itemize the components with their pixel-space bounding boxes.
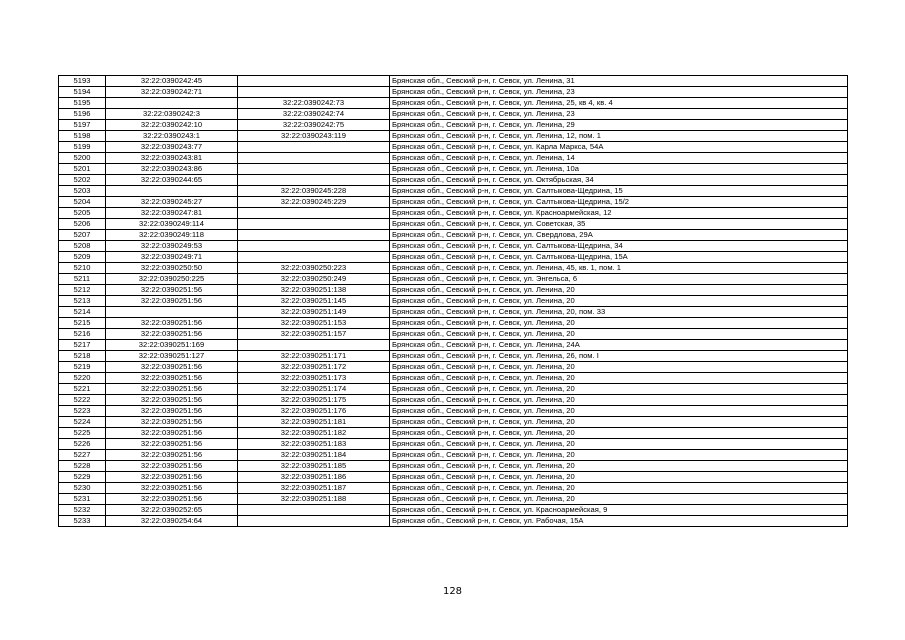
address-cell: Брянская обл., Севский р-н, г. Севск, ул. Ленина, 10а <box>390 164 848 175</box>
table-row <box>59 120 848 131</box>
table-row <box>59 417 848 428</box>
row-number-cell: 5223 <box>59 406 106 417</box>
cadastral-number-cell: 32:22:0390251:169 <box>106 340 238 351</box>
table-row <box>59 175 848 186</box>
cadastral-number-cell: 32:22:0390251:56 <box>106 472 238 483</box>
related-cadastral-number-cell <box>238 219 390 230</box>
row-number-cell: 5207 <box>59 230 106 241</box>
cadastral-number-cell: 32:22:0390251:56 <box>106 362 238 373</box>
row-number-cell: 5210 <box>59 263 106 274</box>
table-row <box>59 219 848 230</box>
cadastral-number-cell: 32:22:0390251:56 <box>106 461 238 472</box>
address-cell: Брянская обл., Севский р-н, г. Севск, ул. Салтыкова-Щедрина, 15А <box>390 252 848 263</box>
cadastral-number-cell: 32:22:0390251:56 <box>106 450 238 461</box>
row-number-cell: 5231 <box>59 494 106 505</box>
cadastral-number-cell: 32:22:0390242:45 <box>106 76 238 87</box>
cadastral-number-cell: 32:22:0390251:56 <box>106 417 238 428</box>
related-cadastral-number-cell <box>238 175 390 186</box>
row-number-cell: 5202 <box>59 175 106 186</box>
address-cell: Брянская обл., Севский р-н, г. Севск, ул. Ленина, 29 <box>390 120 848 131</box>
cadastral-number-cell: 32:22:0390251:56 <box>106 296 238 307</box>
cadastral-number-cell: 32:22:0390254:64 <box>106 516 238 527</box>
address-cell: Брянская обл., Севский р-н, г. Севск, ул. Ленина, 20 <box>390 373 848 384</box>
table-row <box>59 186 848 197</box>
table-row <box>59 318 848 329</box>
row-number-cell: 5206 <box>59 219 106 230</box>
table-row <box>59 505 848 516</box>
address-cell: Брянская обл., Севский р-н, г. Севск, ул. Советская, 35 <box>390 219 848 230</box>
table-row <box>59 230 848 241</box>
related-cadastral-number-cell <box>238 516 390 527</box>
cadastral-number-cell: 32:22:0390249:114 <box>106 219 238 230</box>
table-row <box>59 483 848 494</box>
table-row <box>59 450 848 461</box>
related-cadastral-number-cell: 32:22:0390251:184 <box>238 450 390 461</box>
address-cell: Брянская обл., Севский р-н, г. Севск, ул. Октябрьская, 34 <box>390 175 848 186</box>
cadastral-number-cell: 32:22:0390251:56 <box>106 285 238 296</box>
address-cell: Брянская обл., Севский р-н, г. Севск, ул. Салтыкова-Щедрина, 15/2 <box>390 197 848 208</box>
related-cadastral-number-cell: 32:22:0390250:223 <box>238 263 390 274</box>
address-cell: Брянская обл., Севский р-н, г. Севск, ул. Ленина, 45, кв. 1, пом. 1 <box>390 263 848 274</box>
row-number-cell: 5224 <box>59 417 106 428</box>
address-cell: Брянская обл., Севский р-н, г. Севск, ул. Салтыкова-Щедрина, 34 <box>390 241 848 252</box>
related-cadastral-number-cell: 32:22:0390251:157 <box>238 329 390 340</box>
address-cell: Брянская обл., Севский р-н, г. Севск, ул. Карла Маркса, 54А <box>390 142 848 153</box>
row-number-cell: 5217 <box>59 340 106 351</box>
related-cadastral-number-cell <box>238 252 390 263</box>
address-cell: Брянская обл., Севский р-н, г. Севск, ул. Ленина, 20 <box>390 472 848 483</box>
row-number-cell: 5230 <box>59 483 106 494</box>
table-row <box>59 472 848 483</box>
address-cell: Брянская обл., Севский р-н, г. Севск, ул. Ленина, 14 <box>390 153 848 164</box>
row-number-cell: 5204 <box>59 197 106 208</box>
row-number-cell: 5209 <box>59 252 106 263</box>
row-number-cell: 5201 <box>59 164 106 175</box>
row-number-cell: 5229 <box>59 472 106 483</box>
related-cadastral-number-cell: 32:22:0390251:149 <box>238 307 390 318</box>
cadastral-number-cell: 32:22:0390244:65 <box>106 175 238 186</box>
cadastral-number-cell: 32:22:0390250:225 <box>106 274 238 285</box>
address-cell: Брянская обл., Севский р-н, г. Севск, ул. Ленина, 12, пом. 1 <box>390 131 848 142</box>
table-row <box>59 197 848 208</box>
row-number-cell: 5232 <box>59 505 106 516</box>
related-cadastral-number-cell: 32:22:0390251:186 <box>238 472 390 483</box>
row-number-cell: 5199 <box>59 142 106 153</box>
address-cell: Брянская обл., Севский р-н, г. Севск, ул. Красноармейская, 12 <box>390 208 848 219</box>
cadastral-number-cell <box>106 98 238 109</box>
cadastral-number-cell: 32:22:0390251:56 <box>106 428 238 439</box>
address-cell: Брянская обл., Севский р-н, г. Севск, ул. Ленина, 20 <box>390 461 848 472</box>
related-cadastral-number-cell <box>238 208 390 219</box>
related-cadastral-number-cell: 32:22:0390242:75 <box>238 120 390 131</box>
row-number-cell: 5212 <box>59 285 106 296</box>
address-cell: Брянская обл., Севский р-н, г. Севск, ул. Ленина, 20 <box>390 329 848 340</box>
cadastral-number-cell: 32:22:0390243:1 <box>106 131 238 142</box>
row-number-cell: 5222 <box>59 395 106 406</box>
row-number-cell: 5216 <box>59 329 106 340</box>
row-number-cell: 5233 <box>59 516 106 527</box>
address-cell: Брянская обл., Севский р-н, г. Севск, ул. Ленина, 20 <box>390 417 848 428</box>
address-cell: Брянская обл., Севский р-н, г. Севск, ул. Ленина, 20 <box>390 318 848 329</box>
related-cadastral-number-cell: 32:22:0390242:73 <box>238 98 390 109</box>
registry-table <box>58 75 848 527</box>
table-row <box>59 340 848 351</box>
row-number-cell: 5215 <box>59 318 106 329</box>
cadastral-number-cell: 32:22:0390251:56 <box>106 395 238 406</box>
row-number-cell: 5197 <box>59 120 106 131</box>
cadastral-number-cell: 32:22:0390251:56 <box>106 329 238 340</box>
related-cadastral-number-cell: 32:22:0390251:153 <box>238 318 390 329</box>
row-number-cell: 5211 <box>59 274 106 285</box>
table-row <box>59 461 848 472</box>
table-row <box>59 274 848 285</box>
table-row <box>59 109 848 120</box>
address-cell: Брянская обл., Севский р-н, г. Севск, ул. Ленина, 20, пом. 33 <box>390 307 848 318</box>
table-row <box>59 76 848 87</box>
address-cell: Брянская обл., Севский р-н, г. Севск, ул. Красноармейская, 9 <box>390 505 848 516</box>
address-cell: Брянская обл., Севский р-н, г. Севск, ул. Ленина, 20 <box>390 285 848 296</box>
cadastral-number-cell: 32:22:0390249:53 <box>106 241 238 252</box>
related-cadastral-number-cell <box>238 87 390 98</box>
related-cadastral-number-cell: 32:22:0390251:188 <box>238 494 390 505</box>
address-cell: Брянская обл., Севский р-н, г. Севск, ул. Ленина, 23 <box>390 87 848 98</box>
row-number-cell: 5193 <box>59 76 106 87</box>
cadastral-number-cell: 32:22:0390251:56 <box>106 483 238 494</box>
address-cell: Брянская обл., Севский р-н, г. Севск, ул. Салтыкова-Щедрина, 15 <box>390 186 848 197</box>
table-row <box>59 164 848 175</box>
row-number-cell: 5194 <box>59 87 106 98</box>
related-cadastral-number-cell <box>238 505 390 516</box>
row-number-cell: 5218 <box>59 351 106 362</box>
related-cadastral-number-cell <box>238 340 390 351</box>
cadastral-number-cell: 32:22:0390252:65 <box>106 505 238 516</box>
row-number-cell: 5205 <box>59 208 106 219</box>
related-cadastral-number-cell: 32:22:0390250:249 <box>238 274 390 285</box>
related-cadastral-number-cell <box>238 142 390 153</box>
address-cell: Брянская обл., Севский р-н, г. Севск, ул. Ленина, 20 <box>390 450 848 461</box>
address-cell: Брянская обл., Севский р-н, г. Севск, ул. Ленина, 20 <box>390 384 848 395</box>
row-number-cell: 5203 <box>59 186 106 197</box>
related-cadastral-number-cell: 32:22:0390242:74 <box>238 109 390 120</box>
cadastral-number-cell: 32:22:0390243:81 <box>106 153 238 164</box>
cadastral-number-cell: 32:22:0390251:56 <box>106 373 238 384</box>
related-cadastral-number-cell <box>238 164 390 175</box>
address-cell: Брянская обл., Севский р-н, г. Севск, ул. Ленина, 20 <box>390 483 848 494</box>
related-cadastral-number-cell: 32:22:0390251:173 <box>238 373 390 384</box>
address-cell: Брянская обл., Севский р-н, г. Севск, ул. Ленина, 20 <box>390 395 848 406</box>
row-number-cell: 5195 <box>59 98 106 109</box>
related-cadastral-number-cell: 32:22:0390251:172 <box>238 362 390 373</box>
page-number: 128 <box>442 586 463 597</box>
cadastral-number-cell: 32:22:0390251:56 <box>106 406 238 417</box>
related-cadastral-number-cell: 32:22:0390245:229 <box>238 197 390 208</box>
table-row <box>59 406 848 417</box>
address-cell: Брянская обл., Севский р-н, г. Севск, ул. Энгельса, 6 <box>390 274 848 285</box>
cadastral-number-cell: 32:22:0390242:3 <box>106 109 238 120</box>
cadastral-number-cell: 32:22:0390251:127 <box>106 351 238 362</box>
cadastral-number-cell: 32:22:0390243:86 <box>106 164 238 175</box>
address-cell: Брянская обл., Севский р-н, г. Севск, ул. Ленина, 20 <box>390 439 848 450</box>
row-number-cell: 5214 <box>59 307 106 318</box>
table-row <box>59 131 848 142</box>
row-number-cell: 5228 <box>59 461 106 472</box>
address-cell: Брянская обл., Севский р-н, г. Севск, ул. Ленина, 23 <box>390 109 848 120</box>
address-cell: Брянская обл., Севский р-н, г. Севск, ул. Ленина, 24А <box>390 340 848 351</box>
cadastral-number-cell: 32:22:0390251:56 <box>106 318 238 329</box>
address-cell: Брянская обл., Севский р-н, г. Севск, ул. Ленина, 20 <box>390 362 848 373</box>
table-row <box>59 98 848 109</box>
cadastral-number-cell: 32:22:0390251:56 <box>106 439 238 450</box>
cadastral-number-cell: 32:22:0390242:71 <box>106 87 238 98</box>
table-row <box>59 87 848 98</box>
address-cell: Брянская обл., Севский р-н, г. Севск, ул. Рабочая, 15А <box>390 516 848 527</box>
table-row <box>59 153 848 164</box>
related-cadastral-number-cell <box>238 153 390 164</box>
registry-table-body <box>59 76 848 527</box>
cadastral-number-cell: 32:22:0390249:71 <box>106 252 238 263</box>
table-row <box>59 307 848 318</box>
table-row <box>59 362 848 373</box>
row-number-cell: 5213 <box>59 296 106 307</box>
row-number-cell: 5220 <box>59 373 106 384</box>
table-row <box>59 373 848 384</box>
row-number-cell: 5225 <box>59 428 106 439</box>
table-row <box>59 252 848 263</box>
related-cadastral-number-cell: 32:22:0390251:176 <box>238 406 390 417</box>
related-cadastral-number-cell: 32:22:0390245:228 <box>238 186 390 197</box>
related-cadastral-number-cell: 32:22:0390251:187 <box>238 483 390 494</box>
table-row <box>59 516 848 527</box>
address-cell: Брянская обл., Севский р-н, г. Севск, ул. Ленина, 31 <box>390 76 848 87</box>
address-cell: Брянская обл., Севский р-н, г. Севск, ул. Ленина, 20 <box>390 494 848 505</box>
table-row <box>59 494 848 505</box>
cadastral-number-cell: 32:22:0390251:56 <box>106 494 238 505</box>
related-cadastral-number-cell: 32:22:0390251:138 <box>238 285 390 296</box>
cadastral-number-cell: 32:22:0390243:77 <box>106 142 238 153</box>
table-row <box>59 263 848 274</box>
cadastral-number-cell <box>106 186 238 197</box>
row-number-cell: 5196 <box>59 109 106 120</box>
related-cadastral-number-cell: 32:22:0390251:181 <box>238 417 390 428</box>
related-cadastral-number-cell: 32:22:0390251:183 <box>238 439 390 450</box>
address-cell: Брянская обл., Севский р-н, г. Севск, ул. Ленина, 25, кв 4, кв. 4 <box>390 98 848 109</box>
address-cell: Брянская обл., Севский р-н, г. Севск, ул. Ленина, 20 <box>390 296 848 307</box>
row-number-cell: 5219 <box>59 362 106 373</box>
related-cadastral-number-cell: 32:22:0390251:174 <box>238 384 390 395</box>
cadastral-number-cell: 32:22:0390242:10 <box>106 120 238 131</box>
address-cell: Брянская обл., Севский р-н, г. Севск, ул. Ленина, 20 <box>390 406 848 417</box>
cadastral-number-cell <box>106 307 238 318</box>
table-row <box>59 428 848 439</box>
table-row <box>59 285 848 296</box>
table-row <box>59 241 848 252</box>
cadastral-number-cell: 32:22:0390249:118 <box>106 230 238 241</box>
row-number-cell: 5226 <box>59 439 106 450</box>
cadastral-number-cell: 32:22:0390250:50 <box>106 263 238 274</box>
table-row <box>59 395 848 406</box>
related-cadastral-number-cell <box>238 241 390 252</box>
row-number-cell: 5208 <box>59 241 106 252</box>
address-cell: Брянская обл., Севский р-н, г. Севск, ул. Ленина, 26, пом. I <box>390 351 848 362</box>
table-row <box>59 329 848 340</box>
related-cadastral-number-cell <box>238 230 390 241</box>
table-row <box>59 208 848 219</box>
related-cadastral-number-cell <box>238 76 390 87</box>
cadastral-number-cell: 32:22:0390251:56 <box>106 384 238 395</box>
related-cadastral-number-cell: 32:22:0390251:182 <box>238 428 390 439</box>
table-row <box>59 439 848 450</box>
related-cadastral-number-cell: 32:22:0390251:171 <box>238 351 390 362</box>
row-number-cell: 5227 <box>59 450 106 461</box>
cadastral-number-cell: 32:22:0390247:81 <box>106 208 238 219</box>
row-number-cell: 5198 <box>59 131 106 142</box>
cadastral-number-cell: 32:22:0390245:27 <box>106 197 238 208</box>
row-number-cell: 5200 <box>59 153 106 164</box>
related-cadastral-number-cell: 32:22:0390243:119 <box>238 131 390 142</box>
table-row <box>59 351 848 362</box>
related-cadastral-number-cell: 32:22:0390251:175 <box>238 395 390 406</box>
related-cadastral-number-cell: 32:22:0390251:145 <box>238 296 390 307</box>
row-number-cell: 5221 <box>59 384 106 395</box>
table-row <box>59 296 848 307</box>
table-row <box>59 384 848 395</box>
address-cell: Брянская обл., Севский р-н, г. Севск, ул. Ленина, 20 <box>390 428 848 439</box>
address-cell: Брянская обл., Севский р-н, г. Севск, ул. Свердлова, 29А <box>390 230 848 241</box>
table-row <box>59 142 848 153</box>
related-cadastral-number-cell: 32:22:0390251:185 <box>238 461 390 472</box>
